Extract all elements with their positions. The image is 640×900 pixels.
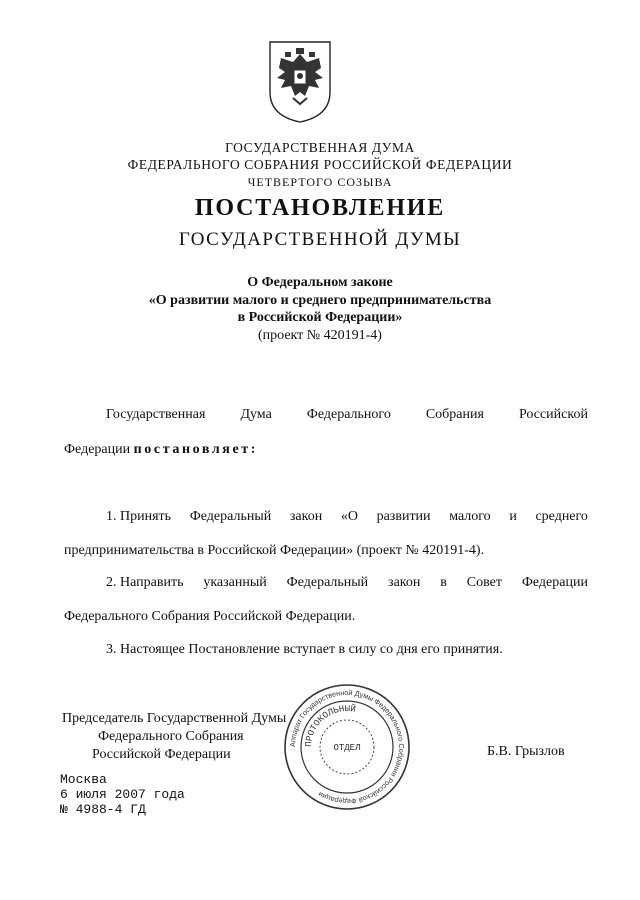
- preamble-resolves: постановляет:: [133, 442, 259, 457]
- item-1-word: среднего: [535, 509, 588, 524]
- item-2-word: указанный: [203, 575, 267, 590]
- document-type-title: ПОСТАНОВЛЕНИЕ: [194, 195, 446, 221]
- item-1-word: развитии: [376, 509, 431, 524]
- item-1-word: Федеральный: [189, 509, 272, 524]
- item-2-line-2: Федерального Собрания Российской Федерации.: [64, 609, 356, 624]
- header-line-2: ФЕДЕРАЛЬНОГО СОБРАНИЯ РОССИЙСКОЙ ФЕДЕРАЦИИ: [127, 157, 513, 172]
- signatory-title-line-3: Российской Федерации: [92, 747, 231, 762]
- item-2-line-1: [106, 574, 588, 592]
- subject-bill-number: (проект № 420191-4): [258, 328, 382, 343]
- item-1-word: «О: [340, 509, 358, 524]
- item-3-line: 3. Настоящее Постановление вступает в силу со дня его принятия.: [106, 642, 503, 657]
- official-stamp: [282, 682, 412, 812]
- footer-city: Москва: [60, 772, 107, 787]
- item-1-line-1: [106, 508, 588, 526]
- signatory-title-line-1: Председатель Государственной Думы: [62, 711, 287, 726]
- subject-line-1: О Федеральном законе: [247, 275, 393, 290]
- item-1-line-2: предпринимательства в Российской Федерации» (проект № 420191-4).: [64, 543, 485, 558]
- item-1-word: 1. Принять: [106, 509, 172, 524]
- preamble-line-2-start: Федерации: [64, 442, 131, 457]
- header-line-1: ГОСУДАРСТВЕННАЯ ДУМА: [225, 140, 415, 155]
- item-2-word: закон: [388, 575, 421, 590]
- stamp-center-text: ОТДЕЛ: [333, 743, 361, 753]
- item-2-word: 2. Направить: [106, 575, 184, 590]
- item-1-word: малого: [449, 509, 491, 524]
- preamble-word: Федерального: [306, 407, 391, 422]
- preamble-word: Российской: [518, 407, 588, 422]
- subject-line-2: «О развитии малого и среднего предпринимательства: [148, 293, 492, 308]
- preamble-word: Собрания: [425, 407, 484, 422]
- stamp-outer-textpath: Аппарат Государственной Думы Федерального Собрания Российской Федерации: [287, 687, 407, 807]
- signatory-title-line-2: Федерального Собрания: [98, 729, 244, 744]
- item-1-word: и: [509, 509, 517, 524]
- item-2-word: Совет: [466, 575, 502, 590]
- item-2-word: в: [440, 575, 447, 590]
- coat-of-arms-emblem: [267, 40, 333, 124]
- stamp-inner-textpath: ПРОТОКОЛЬНЫЙ: [303, 703, 357, 748]
- preamble-line-2: [64, 441, 258, 459]
- footer-date: 6 июля 2007 года: [60, 787, 185, 802]
- item-2-word: Федеральный: [286, 575, 369, 590]
- item-1-word: закон: [289, 509, 323, 524]
- document-issuer-subtitle: ГОСУДАРСТВЕННОЙ ДУМЫ: [178, 229, 462, 250]
- signatory-name: Б.В. Грызлов: [487, 744, 565, 759]
- preamble-word: Государственная: [106, 407, 206, 422]
- footer-number: № 4988-4 ГД: [60, 802, 146, 817]
- preamble-line-1: [106, 406, 588, 424]
- item-2-word: Федерации: [521, 575, 588, 590]
- preamble-word: Дума: [240, 407, 272, 422]
- subject-line-3: в Российской Федерации»: [237, 310, 403, 325]
- header-line-3: ЧЕТВЕРТОГО СОЗЫВА: [247, 175, 393, 189]
